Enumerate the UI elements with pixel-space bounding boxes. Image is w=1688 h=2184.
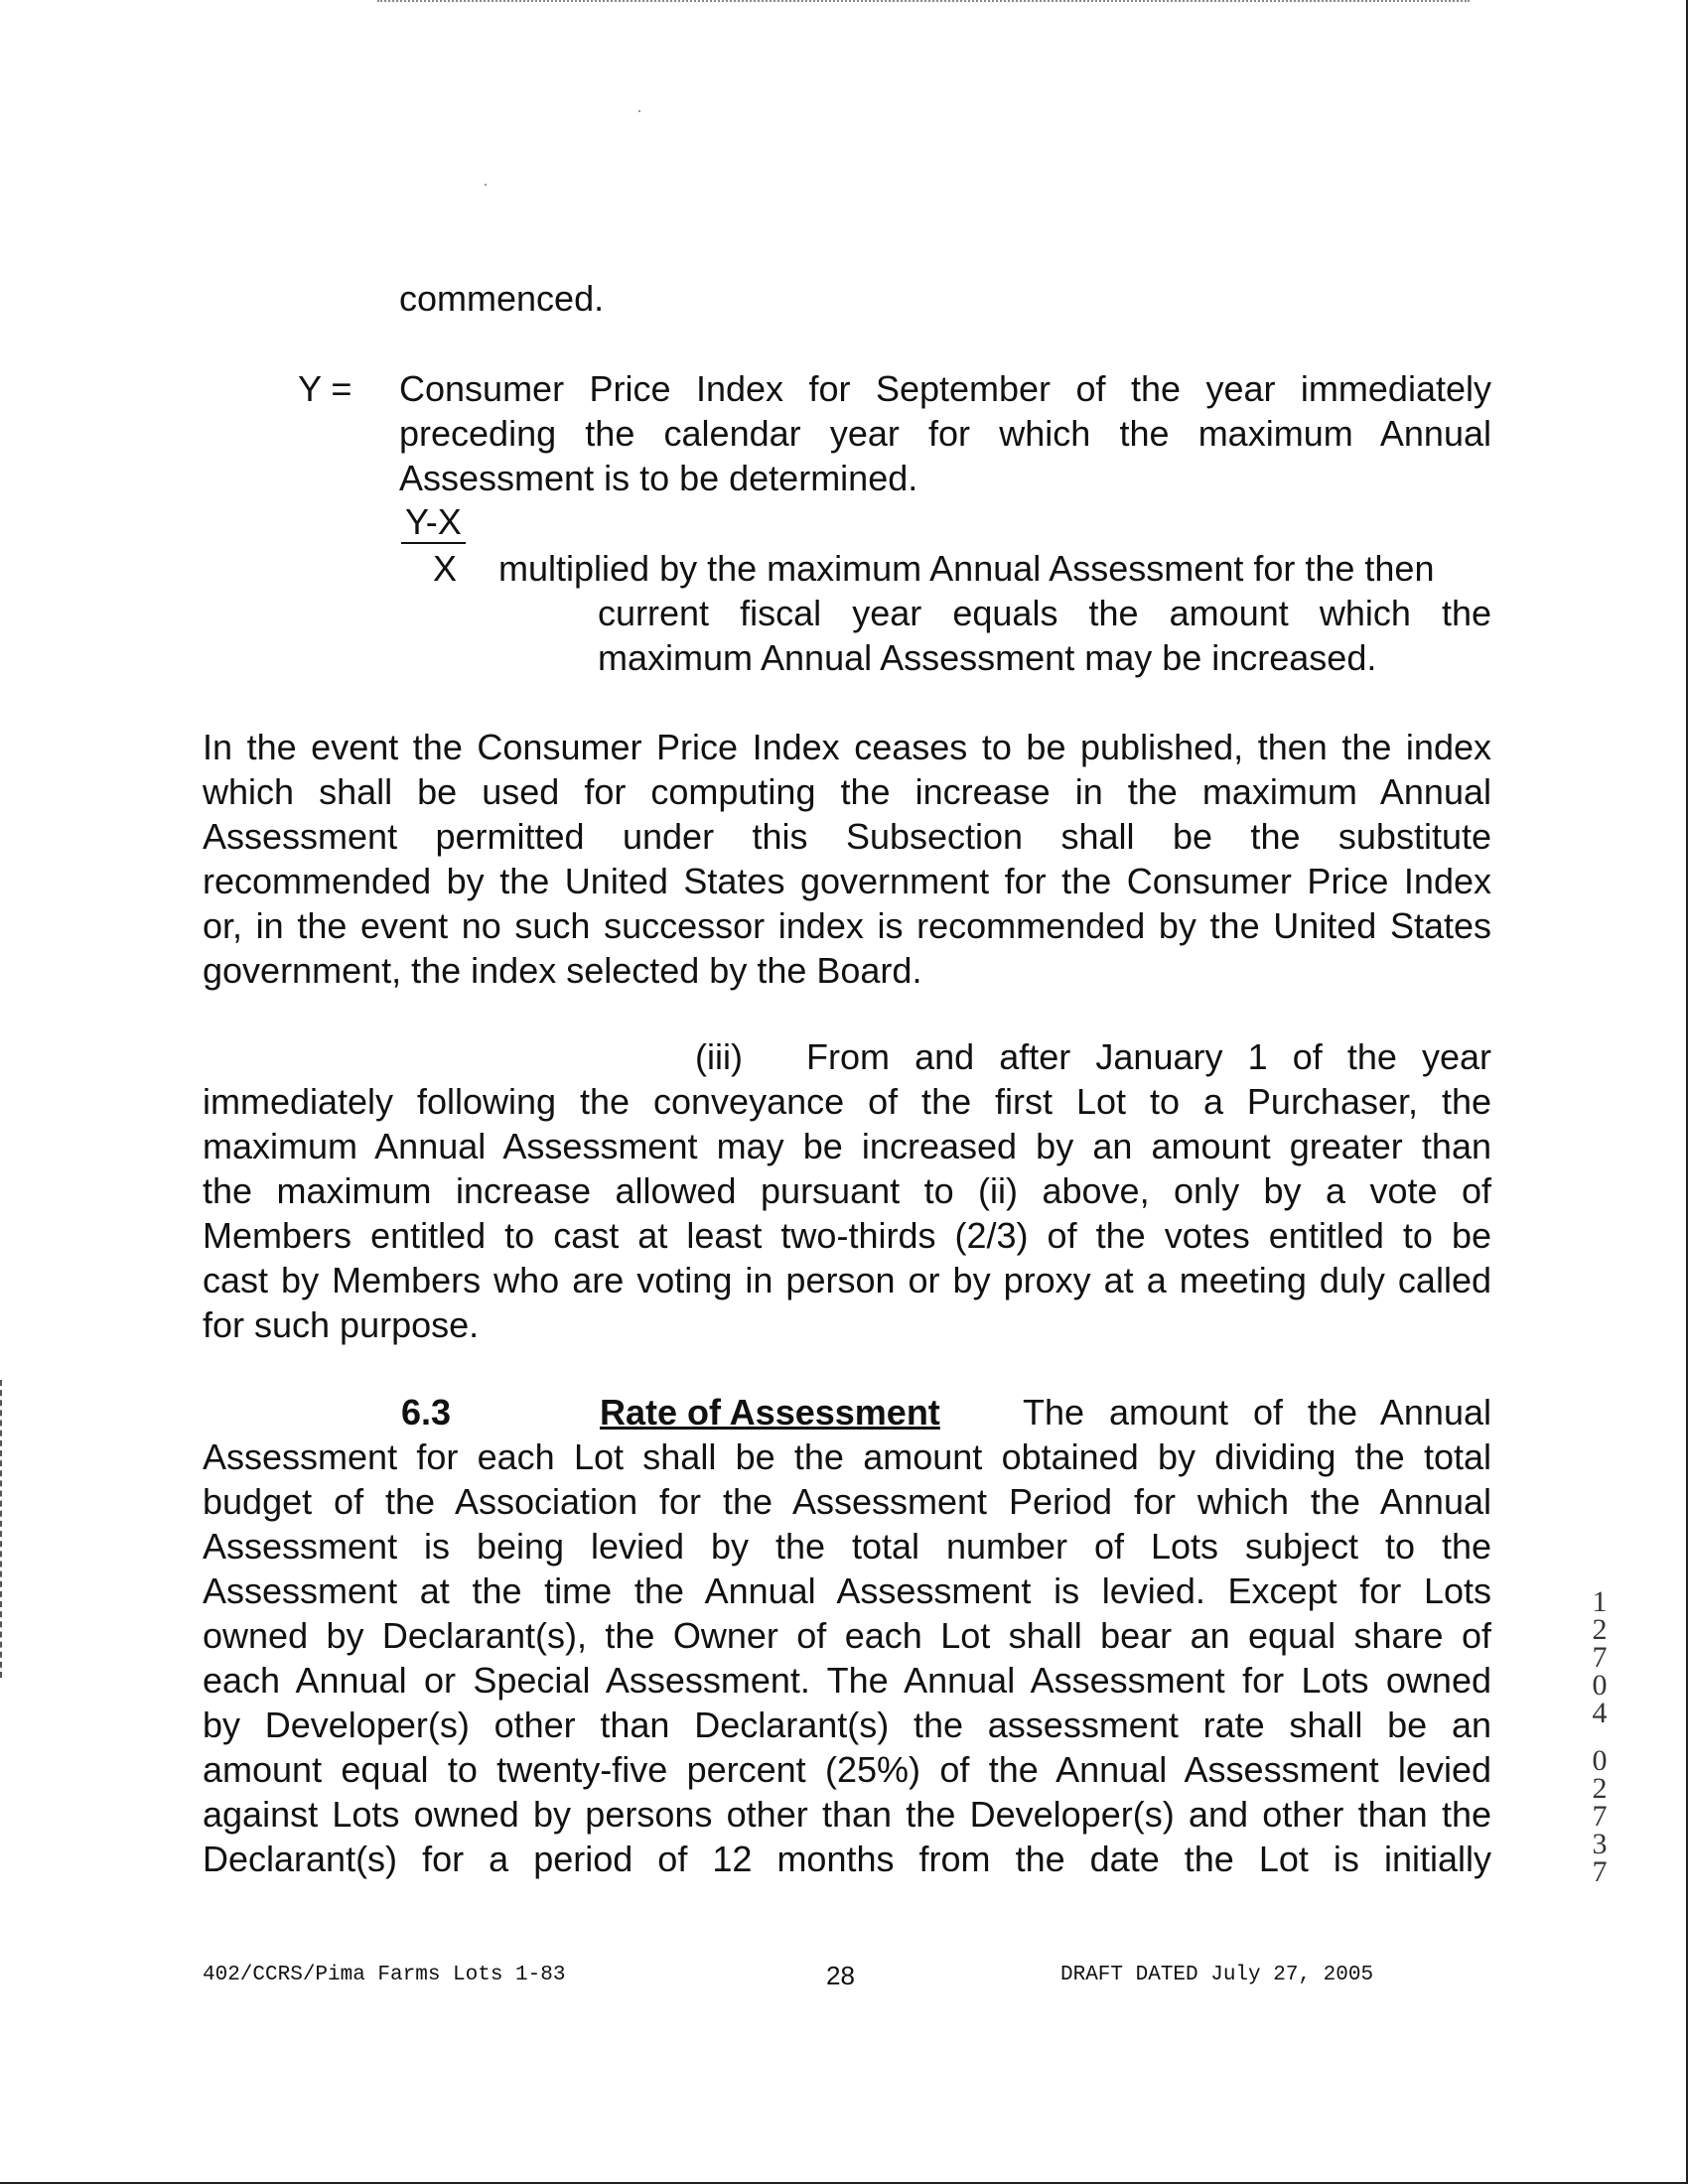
cpi-paragraph: [203, 725, 1491, 993]
section-title: Rate of Assessment: [600, 1392, 940, 1433]
section-first-line: [1023, 1390, 1491, 1434]
section-line: owned by Declarant(s), the Owner of each Lot shall bear an equal share of: [203, 1615, 1491, 1656]
stamp-digit: 4: [1592, 1697, 1608, 1729]
clause-iii-line: maximum Annual Assessment may be increased by an amount greater than: [203, 1126, 1491, 1166]
clause-iii-line: From and after January 1 of the year: [806, 1036, 1491, 1077]
y-def-line: Consumer Price Index for September of the year immediately: [399, 368, 1491, 409]
stamp-digit: 7: [1592, 1641, 1608, 1674]
clause-iii-first-line: [806, 1034, 1491, 1079]
section-line: Assessment at the time the Annual Assessment is levied. Except for Lots: [203, 1570, 1491, 1611]
section-line: Assessment for each Lot shall be the amount obtained by dividing the total: [203, 1436, 1491, 1477]
section-line: each Annual or Special Assessment. The Annual Assessment for Lots owned: [203, 1660, 1491, 1701]
recording-stamp: [1586, 1585, 1614, 1888]
clause-iii-marker: (iii): [695, 1036, 743, 1077]
scan-speck: [638, 110, 640, 112]
fraction-denominator: X: [433, 548, 458, 589]
footer-draft-date: DRAFT DATED July 27, 2005: [1060, 1964, 1374, 1986]
y-label: Y =: [298, 368, 352, 409]
cpi-line: government, the index selected by the Board.: [203, 950, 922, 991]
clause-iii-line: Members entitled to cast at least two-thirds (2/3) of the votes entitled to be: [203, 1215, 1491, 1256]
stamp-digit: 2: [1592, 1772, 1608, 1805]
section-paragraph: [203, 1434, 1491, 1881]
clause-iii-line: immediately following the conveyance of the first Lot to a Purchaser, the: [203, 1081, 1491, 1122]
stamp-digit: 3: [1592, 1828, 1608, 1860]
stamp-digit: 7: [1592, 1800, 1608, 1833]
stamp-digit: 0: [1592, 1744, 1608, 1777]
clause-iii-paragraph: [203, 1079, 1491, 1347]
cpi-line: Assessment permitted under this Subsection shall be the substitute: [203, 816, 1491, 857]
clause-iii-line: for such purpose.: [203, 1304, 480, 1345]
scan-speck: [485, 184, 487, 186]
cpi-line: recommended by the United States government for the Consumer Price Index: [203, 861, 1491, 901]
section-number: 6.3: [401, 1392, 452, 1433]
section-line: against Lots owned by persons other than the Developer(s) and other than the: [203, 1794, 1491, 1835]
cpi-line: or, in the event no such successor index is recommended by the United States: [203, 905, 1491, 946]
fraction-line-1: multiplied by the maximum Annual Assessment for the then: [498, 548, 1435, 589]
footer-doc-ref: 402/CCRS/Pima Farms Lots 1-83: [203, 1964, 566, 1986]
stamp-digit: 1: [1592, 1585, 1608, 1618]
section-line: The amount of the Annual: [1023, 1392, 1491, 1433]
y-def-line: Assessment is to be determined.: [399, 458, 918, 498]
y-definition: [399, 366, 1491, 500]
clause-iii-line: cast by Members who are voting in person or by proxy at a meeting duly called: [203, 1260, 1491, 1300]
y-def-line: preceding the calendar year for which the maximum Annual: [399, 413, 1491, 454]
section-line: amount equal to twenty-five percent (25%) of the Annual Assessment levied: [203, 1749, 1491, 1790]
stamp-digit: 2: [1592, 1613, 1608, 1646]
fraction-line-2: current fiscal year equals the amount which the: [598, 593, 1491, 633]
carryover-line: commenced.: [399, 278, 605, 319]
section-line: budget of the Association for the Assessment Period for which the Annual: [203, 1481, 1491, 1522]
stamp-digit: 7: [1592, 1855, 1608, 1888]
clause-iii-line: the maximum increase allowed pursuant to (ii) above, only by a vote of: [203, 1170, 1491, 1211]
section-line: by Developer(s) other than Declarant(s) the assessment rate shall be an: [203, 1705, 1491, 1745]
section-line: Assessment is being levied by the total number of Lots subject to the: [203, 1526, 1491, 1567]
scan-edge-rule: [377, 0, 1470, 3]
scan-margin-marks: [0, 1380, 6, 1678]
fraction-numerator: Y-X: [401, 502, 466, 544]
fraction-continuation: [598, 591, 1491, 680]
fraction-line-3: maximum Annual Assessment may be increased.: [598, 637, 1377, 678]
footer-page-number: 28: [826, 1961, 855, 1990]
cpi-line: which shall be used for computing the increase in the maximum Annual: [203, 771, 1491, 812]
cpi-line: In the event the Consumer Price Index ceases to be published, then the index: [203, 727, 1491, 767]
stamp-digit: 0: [1592, 1669, 1608, 1702]
section-line: Declarant(s) for a period of 12 months from the date the Lot is initially: [203, 1839, 1491, 1879]
